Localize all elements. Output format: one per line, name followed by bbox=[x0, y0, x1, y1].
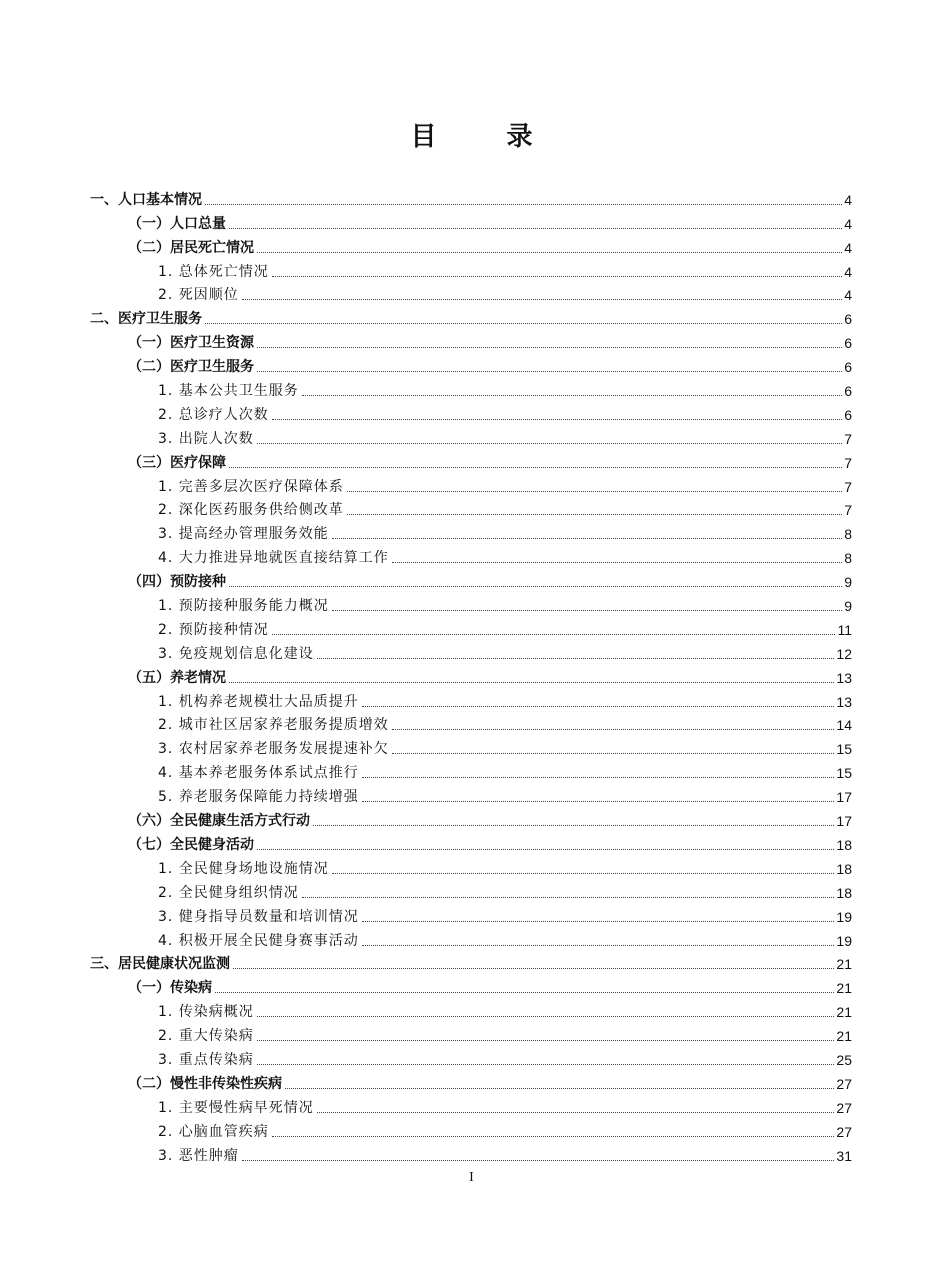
toc-entry-page: 17 bbox=[836, 789, 852, 806]
toc-entry-title: （五）养老情况 bbox=[128, 669, 226, 686]
toc-entry-title: （二）居民死亡情况 bbox=[128, 239, 254, 256]
toc-entry-title: 3. 提高经办管理服务效能 bbox=[158, 526, 329, 543]
toc-entry-title: （七）全民健身活动 bbox=[128, 836, 254, 853]
toc-entry-title: 1. 机构养老规模壮大品质提升 bbox=[158, 693, 359, 710]
toc-entry-page: 6 bbox=[844, 383, 852, 400]
toc-entry-title: 3. 农村居家养老服务发展提速补欠 bbox=[158, 741, 389, 758]
toc-entry[interactable] bbox=[90, 281, 852, 305]
dot-leader bbox=[257, 1040, 835, 1041]
toc-entry-page: 13 bbox=[836, 669, 852, 686]
toc-entry-page: 6 bbox=[844, 335, 852, 352]
dot-leader bbox=[392, 753, 835, 754]
toc-entry-title: 1. 全民健身场地设施情况 bbox=[158, 860, 329, 877]
dot-leader bbox=[392, 729, 835, 730]
dot-leader bbox=[362, 777, 835, 778]
toc-entry-title: （一）传染病 bbox=[128, 980, 212, 997]
toc-entry[interactable] bbox=[90, 543, 852, 567]
toc-entry-page: 27 bbox=[836, 1099, 852, 1116]
toc-entry-title: 三、居民健康状况监测 bbox=[90, 956, 230, 973]
toc-entry-page: 4 bbox=[844, 287, 852, 304]
toc-entry[interactable] bbox=[90, 1093, 852, 1117]
toc-entry-title: 2. 城市社区居家养老服务提质增效 bbox=[158, 717, 389, 734]
toc-entry[interactable] bbox=[90, 1021, 852, 1045]
toc-entry-page: 9 bbox=[844, 574, 852, 591]
toc-entry-title: 1. 完善多层次医疗保障体系 bbox=[158, 478, 344, 495]
toc-entry[interactable] bbox=[90, 209, 852, 233]
toc-entry-page: 15 bbox=[836, 741, 852, 758]
dot-leader bbox=[272, 276, 842, 277]
toc-entry[interactable] bbox=[90, 496, 852, 520]
toc-entry-page: 7 bbox=[844, 430, 852, 447]
toc-entry-page: 25 bbox=[836, 1051, 852, 1068]
dot-leader bbox=[317, 1112, 835, 1113]
toc-entry-title: 1. 传染病概况 bbox=[158, 1004, 254, 1021]
toc-entry[interactable] bbox=[90, 1045, 852, 1069]
dot-leader bbox=[257, 371, 842, 372]
toc-entry-title: 2. 全民健身组织情况 bbox=[158, 884, 299, 901]
dot-leader bbox=[313, 825, 834, 826]
dot-leader bbox=[272, 419, 842, 420]
dot-leader bbox=[229, 467, 842, 468]
toc-entry-page: 18 bbox=[836, 860, 852, 877]
toc-entry[interactable] bbox=[90, 950, 852, 974]
dot-leader bbox=[362, 945, 835, 946]
toc-entry[interactable] bbox=[90, 424, 852, 448]
toc-entry-title: 2. 深化医药服务供给侧改革 bbox=[158, 502, 344, 519]
toc-entry-title: 3. 免疫规划信息化建设 bbox=[158, 645, 314, 662]
toc-entry[interactable] bbox=[90, 902, 852, 926]
toc-entry-title: 3. 健身指导员数量和培训情况 bbox=[158, 908, 359, 925]
toc-entry-title: 4. 积极开展全民健身赛事活动 bbox=[158, 932, 359, 949]
table-of-contents bbox=[90, 185, 852, 1165]
dot-leader bbox=[205, 323, 842, 324]
dot-leader bbox=[392, 562, 842, 563]
toc-entry-title: 3. 出院人次数 bbox=[158, 430, 254, 447]
dot-leader bbox=[257, 1064, 835, 1065]
toc-entry-title: 4. 基本养老服务体系试点推行 bbox=[158, 765, 359, 782]
toc-entry-page: 4 bbox=[844, 263, 852, 280]
toc-entry-title: 2. 死因顺位 bbox=[158, 287, 239, 304]
toc-entry-page: 11 bbox=[837, 621, 852, 638]
toc-entry-title: （三）医疗保障 bbox=[128, 454, 226, 471]
toc-entry[interactable] bbox=[90, 854, 852, 878]
dot-leader bbox=[229, 228, 842, 229]
toc-entry-title: 1. 主要慢性病早死情况 bbox=[158, 1099, 314, 1116]
toc-entry[interactable] bbox=[90, 1069, 852, 1093]
toc-entry-title: 二、医疗卫生服务 bbox=[90, 311, 202, 328]
dot-leader bbox=[257, 252, 842, 253]
toc-entry[interactable] bbox=[90, 257, 852, 281]
toc-entry-page: 4 bbox=[844, 191, 852, 208]
toc-title: 目 录 bbox=[410, 122, 555, 152]
dot-leader bbox=[362, 921, 835, 922]
toc-entry-title: 2. 预防接种情况 bbox=[158, 621, 269, 638]
toc-entry-page: 18 bbox=[836, 884, 852, 901]
dot-leader bbox=[347, 514, 842, 515]
toc-entry[interactable] bbox=[90, 352, 852, 376]
dot-leader bbox=[362, 706, 835, 707]
toc-entry[interactable] bbox=[90, 519, 852, 543]
toc-entry-title: （二）医疗卫生服务 bbox=[128, 359, 254, 376]
toc-entry-page: 19 bbox=[836, 932, 852, 949]
toc-entry-page: 31 bbox=[836, 1147, 852, 1164]
toc-entry[interactable] bbox=[90, 878, 852, 902]
toc-entry[interactable] bbox=[90, 376, 852, 400]
toc-entry[interactable] bbox=[90, 734, 852, 758]
toc-entry-page: 14 bbox=[836, 717, 852, 734]
toc-entry-page: 7 bbox=[844, 478, 852, 495]
toc-entry[interactable] bbox=[90, 806, 852, 830]
dot-leader bbox=[285, 1088, 834, 1089]
dot-leader bbox=[229, 682, 834, 683]
toc-entry[interactable] bbox=[90, 472, 852, 496]
toc-entry-title: （一）医疗卫生资源 bbox=[128, 335, 254, 352]
toc-entry-title: 5. 养老服务保障能力持续增强 bbox=[158, 789, 359, 806]
toc-entry[interactable] bbox=[90, 567, 852, 591]
toc-entry-page: 7 bbox=[844, 502, 852, 519]
dot-leader bbox=[332, 538, 842, 539]
toc-entry[interactable] bbox=[90, 328, 852, 352]
toc-entry-page: 6 bbox=[844, 311, 852, 328]
toc-entry-page: 7 bbox=[844, 454, 852, 471]
toc-entry-title: 3. 重点传染病 bbox=[158, 1051, 254, 1068]
toc-entry[interactable] bbox=[90, 185, 852, 209]
dot-leader bbox=[229, 586, 842, 587]
toc-entry-page: 21 bbox=[836, 1004, 852, 1021]
dot-leader bbox=[332, 610, 842, 611]
dot-leader bbox=[362, 801, 835, 802]
toc-entry-title: （六）全民健康生活方式行动 bbox=[128, 813, 310, 830]
dot-leader bbox=[317, 658, 835, 659]
toc-entry[interactable] bbox=[90, 400, 852, 424]
dot-leader bbox=[205, 204, 842, 205]
toc-entry-title: 2. 心脑血管疾病 bbox=[158, 1123, 269, 1140]
toc-entry-page: 19 bbox=[836, 908, 852, 925]
toc-entry-title: 1. 基本公共卫生服务 bbox=[158, 383, 299, 400]
toc-entry-page: 13 bbox=[836, 693, 852, 710]
toc-entry[interactable] bbox=[90, 711, 852, 735]
toc-entry-page: 27 bbox=[836, 1123, 852, 1140]
toc-entry-title: 3. 恶性肿瘤 bbox=[158, 1147, 239, 1164]
toc-entry[interactable] bbox=[90, 615, 852, 639]
toc-entry-page: 4 bbox=[844, 215, 852, 232]
toc-entry-title: （一）人口总量 bbox=[128, 215, 226, 232]
toc-entry-page: 27 bbox=[836, 1075, 852, 1092]
dot-leader bbox=[302, 395, 842, 396]
toc-entry[interactable] bbox=[90, 830, 852, 854]
toc-entry[interactable] bbox=[90, 233, 852, 257]
toc-entry-page: 12 bbox=[836, 645, 852, 662]
dot-leader bbox=[257, 443, 842, 444]
toc-entry[interactable] bbox=[90, 1117, 852, 1141]
toc-entry-page: 4 bbox=[844, 239, 852, 256]
dot-leader bbox=[242, 299, 842, 300]
toc-entry-page: 18 bbox=[836, 836, 852, 853]
toc-entry-page: 17 bbox=[836, 813, 852, 830]
toc-entry-page: 21 bbox=[836, 956, 852, 973]
dot-leader bbox=[332, 873, 835, 874]
toc-entry-page: 9 bbox=[844, 598, 852, 615]
toc-entry-title: 2. 总诊疗人次数 bbox=[158, 406, 269, 423]
toc-entry-title: 1. 总体死亡情况 bbox=[158, 263, 269, 280]
toc-entry-page: 15 bbox=[836, 765, 852, 782]
toc-entry-page: 21 bbox=[836, 980, 852, 997]
dot-leader bbox=[257, 347, 842, 348]
dot-leader bbox=[257, 1016, 835, 1017]
dot-leader bbox=[302, 897, 835, 898]
toc-entry[interactable] bbox=[90, 926, 852, 950]
toc-entry-page: 6 bbox=[844, 406, 852, 423]
page-number: I bbox=[469, 1170, 474, 1185]
toc-entry[interactable] bbox=[90, 639, 852, 663]
toc-entry[interactable] bbox=[90, 997, 852, 1021]
dot-leader bbox=[272, 634, 836, 635]
toc-entry[interactable] bbox=[90, 782, 852, 806]
toc-entry-page: 8 bbox=[844, 526, 852, 543]
toc-entry[interactable] bbox=[90, 591, 852, 615]
toc-entry-title: 4. 大力推进异地就医直接结算工作 bbox=[158, 550, 389, 567]
toc-entry[interactable] bbox=[90, 448, 852, 472]
dot-leader bbox=[242, 1160, 835, 1161]
toc-entry[interactable] bbox=[90, 304, 852, 328]
toc-entry[interactable] bbox=[90, 973, 852, 997]
toc-entry-title: 2. 重大传染病 bbox=[158, 1028, 254, 1045]
toc-entry-title: 一、人口基本情况 bbox=[90, 191, 202, 208]
toc-entry-page: 6 bbox=[844, 359, 852, 376]
toc-entry[interactable] bbox=[90, 758, 852, 782]
toc-entry[interactable] bbox=[90, 1141, 852, 1165]
toc-entry-title: （二）慢性非传染性疾病 bbox=[128, 1075, 282, 1092]
dot-leader bbox=[272, 1136, 835, 1137]
toc-entry[interactable] bbox=[90, 663, 852, 687]
dot-leader bbox=[257, 849, 834, 850]
toc-entry-page: 21 bbox=[836, 1028, 852, 1045]
toc-entry-title: 1. 预防接种服务能力概况 bbox=[158, 598, 329, 615]
toc-entry-page: 8 bbox=[844, 550, 852, 567]
dot-leader bbox=[215, 992, 834, 993]
toc-entry-title: （四）预防接种 bbox=[128, 574, 226, 591]
dot-leader bbox=[347, 491, 842, 492]
dot-leader bbox=[233, 968, 834, 969]
toc-entry[interactable] bbox=[90, 687, 852, 711]
